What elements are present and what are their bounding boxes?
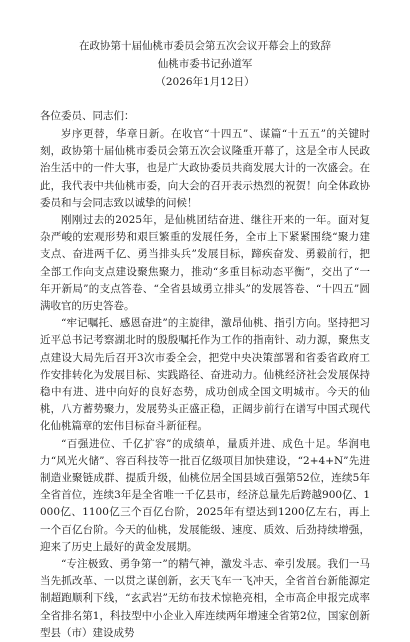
document-author: 仙桃市委书记孙道军: [157, 58, 253, 70]
document-body: [40, 126, 370, 642]
document-header: [40, 38, 370, 90]
paragraph-spirit: “专注极致、勇争第一”的精气神，激发斗志、牵引发展。我们一马当先抓改革、一以贯之谋创新，玄天飞车一飞冲天，全省首台新能源定制超跑顺利下线，“玄武岩”无纺布技术惊艳亮相，全市高企申报完成率全省排名第1，科技型中小企业入库连续两年增速全省第2位，国家创新型县（市）建设成势: [40, 558, 370, 639]
document-date: （2026年1月12日）: [155, 76, 255, 88]
paragraph-achievements: “百强进位、千亿扩容”的成绩单，量质并进、成色十足。华润电力“风光火储”、容百科技等一批百亿级项目加快建设，“2+4+N”先进制造业聚链成群、提质升级，仙桃位居全国县域百强第52位，连续5年全省首位，连续3年是全省唯一千亿县市，经济总量先后跨越900亿、1000亿、1100亿三个百亿台阶，2025年有望达到1200亿左右，再上一个百亿台阶。今天的仙桃，发展能级、速度、质效、后劲持续增强，迎来了历史上最好的黄金发展期。: [40, 437, 370, 553]
paragraph-mission: “牢记嘱托、感恩奋进”的主旋律，激昂仙桃、指引方向。坚持把习近平总书记考察湖北时的殷殷嘱托作为工作的指南针、动力源，聚焦支点建设大局先后召开3次市委全会，把党中央决策部署和省委省政府工作安排转化为发展目标、实践路径、奋进动力。仙桃经济社会发展保持稳中有进、进中向好的良好态势，成功创成全国文明城市。今天的仙桃，八方蓄势聚力，发展势头正盛正稳，正阔步前行在谱写中国式现代化仙桃篇章的宏伟目标奋斗新征程。: [40, 317, 370, 433]
document-title: 在政协第十届仙桃市委员会第五次会议开幕会上的致辞: [79, 40, 331, 52]
paragraph-review: 刚刚过去的2025年，是仙桃团结奋进、继往开来的一年。面对复杂严峻的宏观形势和艰巨繁重的发展任务，全市上下紧紧围绕“聚力建支点、奋进两千亿、勇当排头兵”发展目标，蹄疾奋发、勇毅前行，把全部工作向支点建设聚焦聚力，推动“多重目标动态平衡”，交出了“一年开新局”的支点答卷、“全省县域勇立排头”的发展答卷、“十四五”圆满收官的历史答卷。: [40, 214, 370, 313]
paragraph-opening: 岁序更替，华章日新。在收官“十四五”、谋篇“十五五”的关键时刻，政协第十届仙桃市委员会第五次会议隆重开幕了，这是全市人民政治生活中的一件大事，也是广大政协委员共商发展大计的一次盛会。在此，我代表中共仙桃市委，向大会的召开表示热烈的祝贺！向全体政协委员和与会同志致以诚挚的问候！: [40, 128, 370, 209]
salutation: 各位委员、同志们：: [40, 110, 135, 122]
